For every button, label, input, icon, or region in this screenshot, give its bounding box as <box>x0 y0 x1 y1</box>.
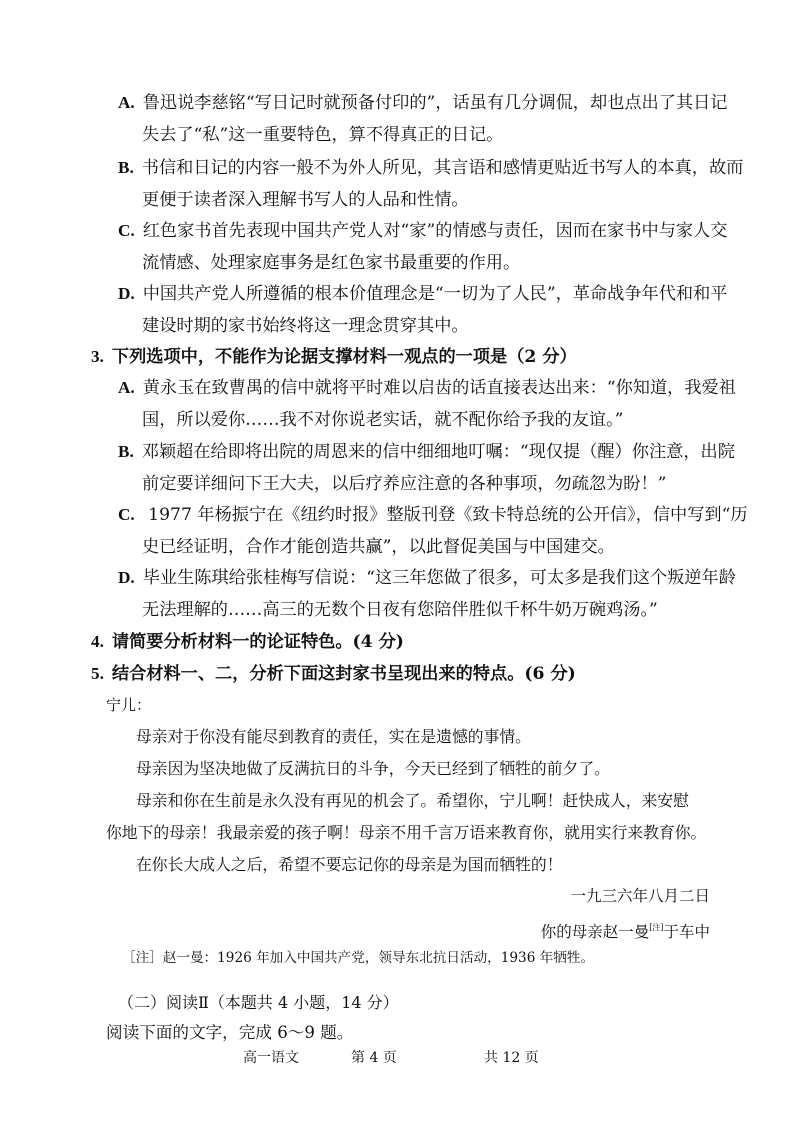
q2-option-b-cont: 更便于读者深入理解书写人的人品和性情。 <box>142 190 469 210</box>
question-number: 4. <box>91 632 104 651</box>
footer-total: 共 12 页 <box>484 1050 539 1066</box>
option-letter: C. <box>118 505 135 524</box>
option-letter: A. <box>118 378 135 397</box>
option-letter: A. <box>118 93 135 112</box>
q2-option-a-cont: 失去了“私”这一重要特色，算不得真正的日记。 <box>142 125 504 145</box>
question-stem: 结合材料一、二，分析下面这封家书呈现出来的特点。(6 分) <box>111 664 576 684</box>
option-letter: B. <box>118 442 134 461</box>
letter-date: 一九三六年八月二日 <box>570 887 710 905</box>
footer-subject: 高一语文 <box>243 1050 299 1066</box>
question-stem: 下列选项中，不能作为论据支撑材料一观点的一项是（2 分） <box>111 347 577 367</box>
section-heading: （二）阅读Ⅱ（本题共 4 小题，14 分） <box>118 993 399 1012</box>
q3-option-d-cont: 无法理解的……高三的无数个日夜有您陪伴胜似千杯牛奶万碗鸡汤。” <box>142 600 658 620</box>
option-letter: C. <box>118 221 135 240</box>
question-4 <box>91 630 404 654</box>
note-marker: [注] <box>649 923 664 932</box>
letter-paragraph-2: 母亲因为坚决地做了反满抗日的斗争，今天已经到了牺牲的前夕了。 <box>136 759 610 778</box>
signature-name: 你的母亲赵一曼 <box>540 923 650 941</box>
question-number: 3. <box>91 347 104 366</box>
option-text: 红色家书首先表现中国共产党人对“家”的情感与责任，因而在家书中与家人交 <box>142 221 728 241</box>
question-5 <box>91 662 576 686</box>
letter-signature <box>541 916 710 944</box>
question-stem: 请简要分析材料一的论证特色。(4 分) <box>111 632 404 652</box>
signature-place: 于车中 <box>663 923 710 941</box>
option-text: 邓颖超在给即将出院的周恩来的信中细细地叮嘱：“现仅提（醒）你注意，出院 <box>141 442 735 462</box>
option-text: 中国共产党人所遵循的根本价值理念是“一切为了人民”，革命战争年代和和平 <box>142 284 728 304</box>
q3-option-a <box>118 376 736 400</box>
option-letter: D. <box>118 284 135 303</box>
question-number: 5. <box>91 664 104 683</box>
option-text: 黄永玉在致曹禺的信中就将平时难以启齿的话直接表达出来：“你知道，我爱祖 <box>142 378 736 398</box>
q2-option-d-cont: 建设时期的家书始终将这一理念贯穿其中。 <box>142 316 469 336</box>
option-letter: B. <box>118 158 134 177</box>
letter-paragraph-4: 在你长大成人之后，希望不要忘记你的母亲是为国而牺牲的！ <box>136 855 563 874</box>
q3-option-c <box>118 503 748 527</box>
footer-page: 第 4 页 <box>351 1050 397 1066</box>
q3-option-b-cont: 前定要详细问下王大夫，以后疗养应注意的各种事项，勿疏忽为盼！” <box>142 474 667 494</box>
q2-option-c <box>118 219 727 243</box>
q2-option-d <box>118 282 727 306</box>
option-letter: D. <box>118 568 135 587</box>
q2-option-a <box>118 91 727 115</box>
letter-paragraph-3-cont: 你地下的母亲！我最亲爱的孩子啊！母亲不用千言万语来教育你，就用实行来教育你。 <box>106 823 707 842</box>
option-text: 1977 年杨振宁在《纽约时报》整版刊登《致卡特总统的公开信》，信中写到“历 <box>142 505 748 525</box>
question-3 <box>91 345 577 369</box>
q3-option-d <box>118 566 736 590</box>
footnote: ［注］赵一曼：1926 年加入中国共产党，领导东北抗日活动，1936 年牺牲。 <box>122 950 595 966</box>
q3-option-a-cont: 国，所以爱你……我不对你说老实话，就不配你给予我的友谊。” <box>142 410 624 430</box>
q2-option-b <box>118 156 743 180</box>
option-text: 毕业生陈琪给张桂梅写信说：“这三年您做了很多，可太多是我们这个叛逆年龄 <box>142 568 736 588</box>
q3-option-b <box>118 440 735 464</box>
letter-paragraph-1: 母亲对于你没有能尽到教育的责任，实在是遗憾的事情。 <box>136 727 531 746</box>
q2-option-c-cont: 流情感、处理家庭事务是红色家书最重要的作用。 <box>142 253 521 273</box>
letter-paragraph-3: 母亲和你在生前是永久没有再见的机会了。希望你，宁儿啊！赶快成人，来安慰 <box>136 791 689 810</box>
option-text: 书信和日记的内容一般不为外人所见，其言语和感情更贴近书写人的本真，故而 <box>141 158 744 178</box>
section-instruction: 阅读下面的文字，完成 6～9 题。 <box>106 1023 354 1042</box>
q3-option-c-cont: 史已经证明，合作才能创造共赢”，以此督促美国与中国建交。 <box>142 537 615 557</box>
letter-salutation: 宁儿： <box>106 696 152 714</box>
option-text: 鲁迅说李慈铭“写日记时就预备付印的”，话虽有几分调侃，却也点出了其日记 <box>142 93 728 113</box>
